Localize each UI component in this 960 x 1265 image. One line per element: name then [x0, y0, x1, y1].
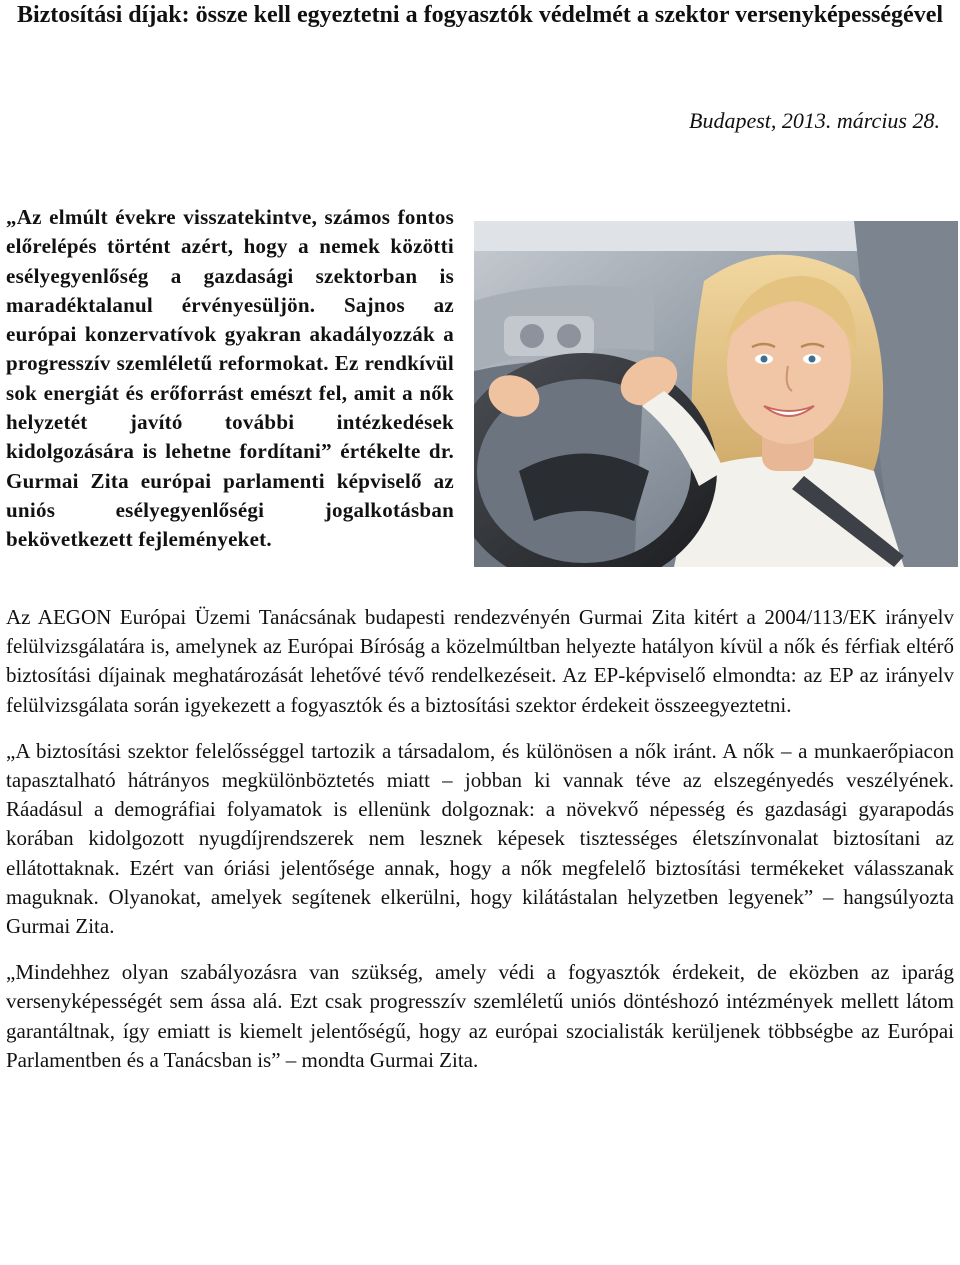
- dateline: Budapest, 2013. március 28.: [689, 108, 940, 133]
- body-paragraph: „Mindehhez olyan szabályozásra van szükség, amely védi a fogyasztók érdekeit, de eközben az iparág versenyképességét sem ássa alá. Ezt csak progresszív szemléletű uniós döntéshozó intézmények mellett látom garantáltnak, így emiatt is kiemelt jelentőségű, hogy az európai szocialisták kerüljenek többségbe az Európai Parlamentben és a Tanácsban is” – mondta Gurmai Zita.: [6, 960, 954, 1072]
- body-paragraph: „A biztosítási szektor felelősséggel tartozik a társadalom, és különösen a nők iránt. A nők – a munkaerőpiacon tapasztalható hátrányos megkülönböztetés miatt – jobban ki vannak téve az elszegényedés veszélyének. Ráadásul a demográfiai folyamatok is ellenünk dolgoznak: a növekvő népesség és gazdasági gyarapodás korában kidolgozott nyugdíjrendszerek nem lesznek képesek tisztességes életszínvonalat biztosítani az ellátottaknak. Ezért van óriási jelentősége annak, hogy a nők megfelelő biztosítási termékeket válasszanak maguknak. Olyanokat, amelyek segítenek elkerülni, hogy kilátástalan helyzetben legyenek” – hangsúlyozta Gurmai Zita.: [6, 738, 954, 939]
- woman-driving-photo: [474, 221, 958, 567]
- document-page: [6, 0, 954, 1075]
- lead-section: [6, 203, 954, 603]
- lead-paragraph: „Az elmúlt évekre visszatekintve, számos fontos előrelépés történt azért, hogy a nemek közötti esélyegyenlőség a gazdasági szektorban is maradéktalanul érvényesüljön. Sajnos az európai konzervatívok gyakran akadályozzák a progresszív szemléletű reformokat. Ez rendkívül sok energiát és erőforrást emészt fel, amit a nők helyzetét javító további intézkedések kidolgozására is lehetne fordítani” értékelte dr. Gurmai Zita európai parlamenti képviselő az uniós esélyegyenlőségi jogalkotásban bekövetkezett fejleményeket.: [6, 205, 454, 552]
- body-paragraph: Az AEGON Európai Üzemi Tanácsának budapesti rendezvényén Gurmai Zita kitért a 2004/113/EK irányelv felülvizsgálatára is, amelynek az Európai Bíróság a közelmúltban helyezte hatályon kívül a nők és férfiak eltérő biztosítási díjainak meghatározását lehetővé tévő rendelkezéseit. Az EP-képviselő elmondta: az EP az irányelv felülvizsgálata során igyekezett a fogyasztók és a biztosítási szektor érdekeit összeegyeztetni.: [6, 605, 954, 717]
- article-title: Biztosítási díjak: össze kell egyeztetni a fogyasztók védelmét a szektor versenyképességével: [16, 2, 944, 28]
